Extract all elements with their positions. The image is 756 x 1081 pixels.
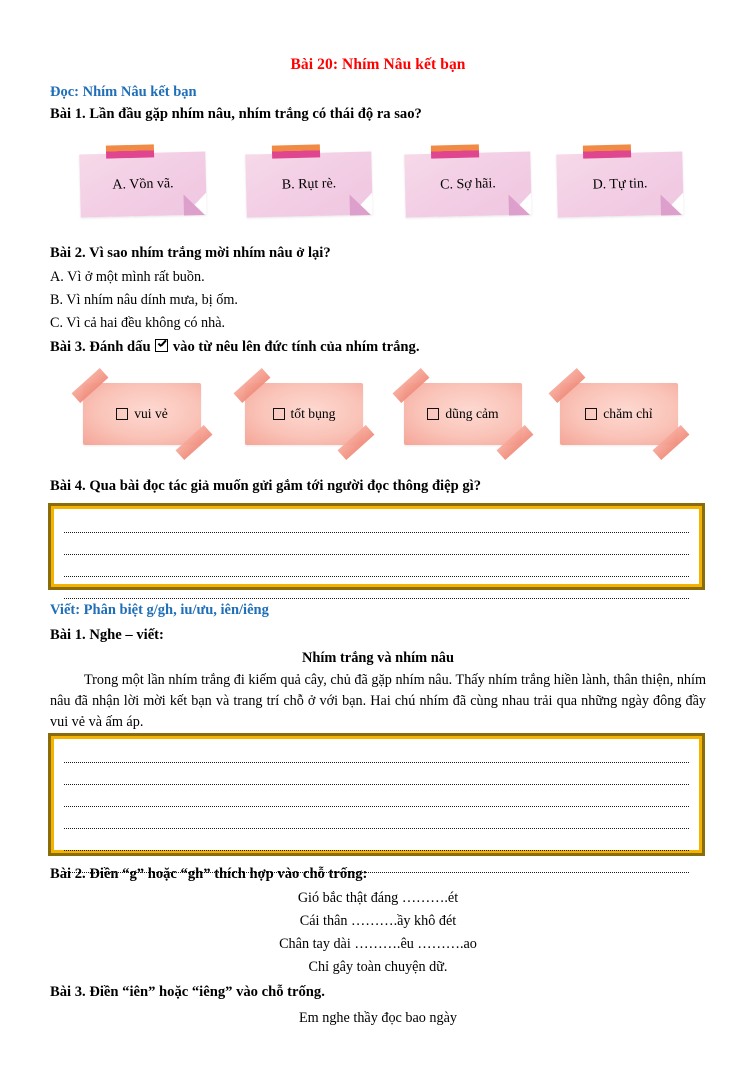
- empty-checkbox-icon[interactable]: [427, 408, 439, 420]
- option-card-c[interactable]: [405, 153, 531, 216]
- option-card-d-label: D. Tự tin.: [592, 175, 648, 193]
- exercise1-prompt: Bài 1. Lần đầu gặp nhím nâu, nhím trắng có thái độ ra sao?: [50, 106, 422, 122]
- answer-box-inner: [51, 736, 702, 853]
- fill-blank-line-1[interactable]: Gió bắc thật đáng ……….ét: [297, 890, 459, 906]
- trait-label-text: tốt bụng: [290, 406, 336, 421]
- exercise4-answer-box[interactable]: [48, 503, 705, 590]
- trait-card-vui-ve-label: [83, 383, 201, 445]
- answer-line[interactable]: [64, 787, 689, 807]
- trait-card-vui-ve[interactable]: [83, 383, 201, 445]
- fill-blank-line-4: Chỉ gây toàn chuyện dữ.: [308, 959, 448, 975]
- writing-exercise3-prompt: Bài 3. Điền “iên” hoặc “iêng” vào chỗ trống.: [50, 984, 325, 1000]
- answer-line[interactable]: [64, 765, 689, 785]
- trait-card-dung-cam-label: [404, 383, 522, 445]
- exercise2-option-b[interactable]: B. Vì nhím nâu dính mưa, bị ốm.: [50, 292, 238, 308]
- exercise3-prompt-after: vào từ nêu lên đức tính của nhím trắng.: [169, 339, 420, 355]
- writing-answer-box[interactable]: [48, 733, 705, 856]
- option-card-a-label: A. Vồn vã.: [112, 175, 174, 193]
- answer-line[interactable]: [64, 809, 689, 829]
- answer-line[interactable]: [64, 557, 689, 577]
- writing-exercise3-line-1[interactable]: Em nghe thầy đọc bao ngày: [299, 1010, 457, 1026]
- passage-title: Nhím trắng và nhím nâu: [302, 650, 454, 666]
- exercise3-prompt: [50, 338, 419, 356]
- page-title: Bài 20: Nhím Nâu kết bạn: [290, 56, 466, 73]
- trait-label-text: dũng cảm: [445, 406, 499, 421]
- exercise3-prompt-before: Bài 3. Đánh dấu: [50, 339, 155, 355]
- option-card-b-label: B. Rụt rè.: [281, 175, 337, 193]
- trait-label-text: vui vẻ: [134, 406, 168, 421]
- option-card-b[interactable]: [246, 153, 372, 216]
- option-card-a[interactable]: [80, 153, 206, 216]
- empty-checkbox-icon[interactable]: [585, 408, 597, 420]
- trait-label-text: chăm chỉ: [603, 406, 653, 421]
- writing-section-heading: Viết: Phân biệt g/gh, iu/ưu, iên/iêng: [50, 602, 269, 618]
- trait-card-cham-chi[interactable]: [560, 383, 678, 445]
- trait-card-tot-bung-label: [245, 383, 363, 445]
- empty-checkbox-icon[interactable]: [273, 408, 285, 420]
- answer-line[interactable]: [64, 535, 689, 555]
- writing-exercise2-prompt: Bài 2. Điền “g” hoặc “gh” thích hợp vào chỗ trống:: [50, 866, 368, 882]
- exercise1-options-row: [0, 145, 756, 225]
- exercise2-prompt: Bài 2. Vì sao nhím trắng mời nhím nâu ở lại?: [50, 245, 331, 261]
- dictation-passage: Trong một lần nhím trắng đi kiếm quả cây, chủ đã gặp nhím nâu. Thấy nhím trắng hiền lành, thân thiện, nhím nâu đã nhận lời mời kết bạn và trang trí chỗ ở với bạn. Hai chú nhím đã cùng nhau trải qua những ngày đông đầy vui vẻ và ấm áp.: [50, 672, 706, 730]
- answer-line[interactable]: [64, 516, 689, 533]
- fill-blank-line-3[interactable]: Chân tay dài ……….êu ……….ao: [279, 936, 477, 952]
- checked-box-icon: [155, 339, 168, 352]
- exercise2-option-a[interactable]: A. Vì ở một mình rất buồn.: [50, 269, 205, 285]
- writing-exercise1-prompt: Bài 1. Nghe – viết:: [50, 627, 164, 643]
- option-card-c-label: C. Sợ hãi.: [439, 175, 496, 193]
- trait-card-cham-chi-label: [560, 383, 678, 445]
- answer-line[interactable]: [64, 746, 689, 763]
- trait-card-dung-cam[interactable]: [404, 383, 522, 445]
- exercise4-prompt: Bài 4. Qua bài đọc tác giả muốn gửi gắm tới người đọc thông điệp gì?: [50, 478, 482, 494]
- reading-section-heading: Đọc: Nhím Nâu kết bạn: [50, 84, 197, 100]
- fill-blank-line-2[interactable]: Cái thân ……….ầy khô đét: [299, 913, 457, 929]
- exercise3-options-row: [0, 375, 756, 455]
- empty-checkbox-icon[interactable]: [116, 408, 128, 420]
- option-card-d[interactable]: [557, 153, 683, 216]
- trait-card-tot-bung[interactable]: [245, 383, 363, 445]
- answer-line[interactable]: [64, 579, 689, 599]
- answer-box-inner: [51, 506, 702, 587]
- answer-line[interactable]: [64, 831, 689, 851]
- exercise2-option-c[interactable]: C. Vì cả hai đều không có nhà.: [50, 315, 226, 331]
